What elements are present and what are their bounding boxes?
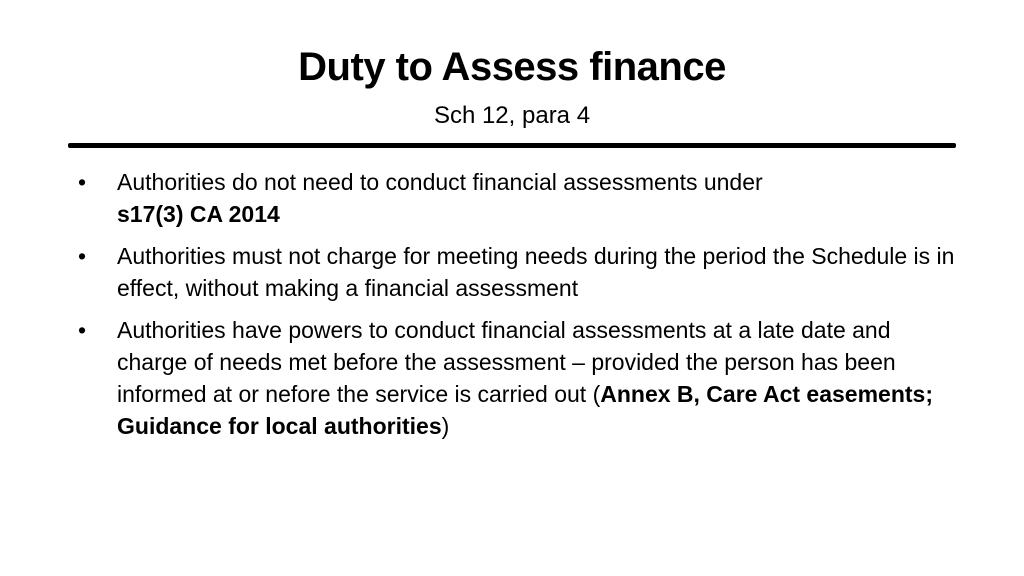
- bullet-list: [78, 166, 958, 452]
- bullet-text: Authorities must not charge for meeting needs during the period the Schedule is in effect, without making a financial assessment: [117, 243, 955, 301]
- bullet-icon: •: [78, 243, 87, 269]
- bullet-item: [78, 166, 958, 230]
- slide-subtitle: Sch 12, para 4: [433, 102, 591, 129]
- bullet-icon: •: [78, 169, 87, 195]
- paren-open: (: [592, 381, 601, 407]
- bullet-item: [78, 314, 958, 442]
- bullet-bold-reference: Annex B, Care Act easements; Guidance for local authorities: [117, 381, 934, 439]
- bullet-text: Authorities do not need to conduct financial assessments under: [117, 169, 763, 195]
- title-divider: [68, 143, 956, 148]
- bullet-text: Authorities have powers to conduct financial assessments at a late date and charge of needs met before the assessment – provided the person has been informed at or nefore the service is carried out: [117, 317, 896, 407]
- bullet-bold-reference: s17(3) CA 2014: [117, 201, 280, 227]
- bullet-icon: •: [78, 317, 87, 343]
- bullet-item: [78, 240, 958, 304]
- slide-title: Duty to Assess finance: [298, 45, 726, 89]
- paren-close: ): [441, 413, 450, 439]
